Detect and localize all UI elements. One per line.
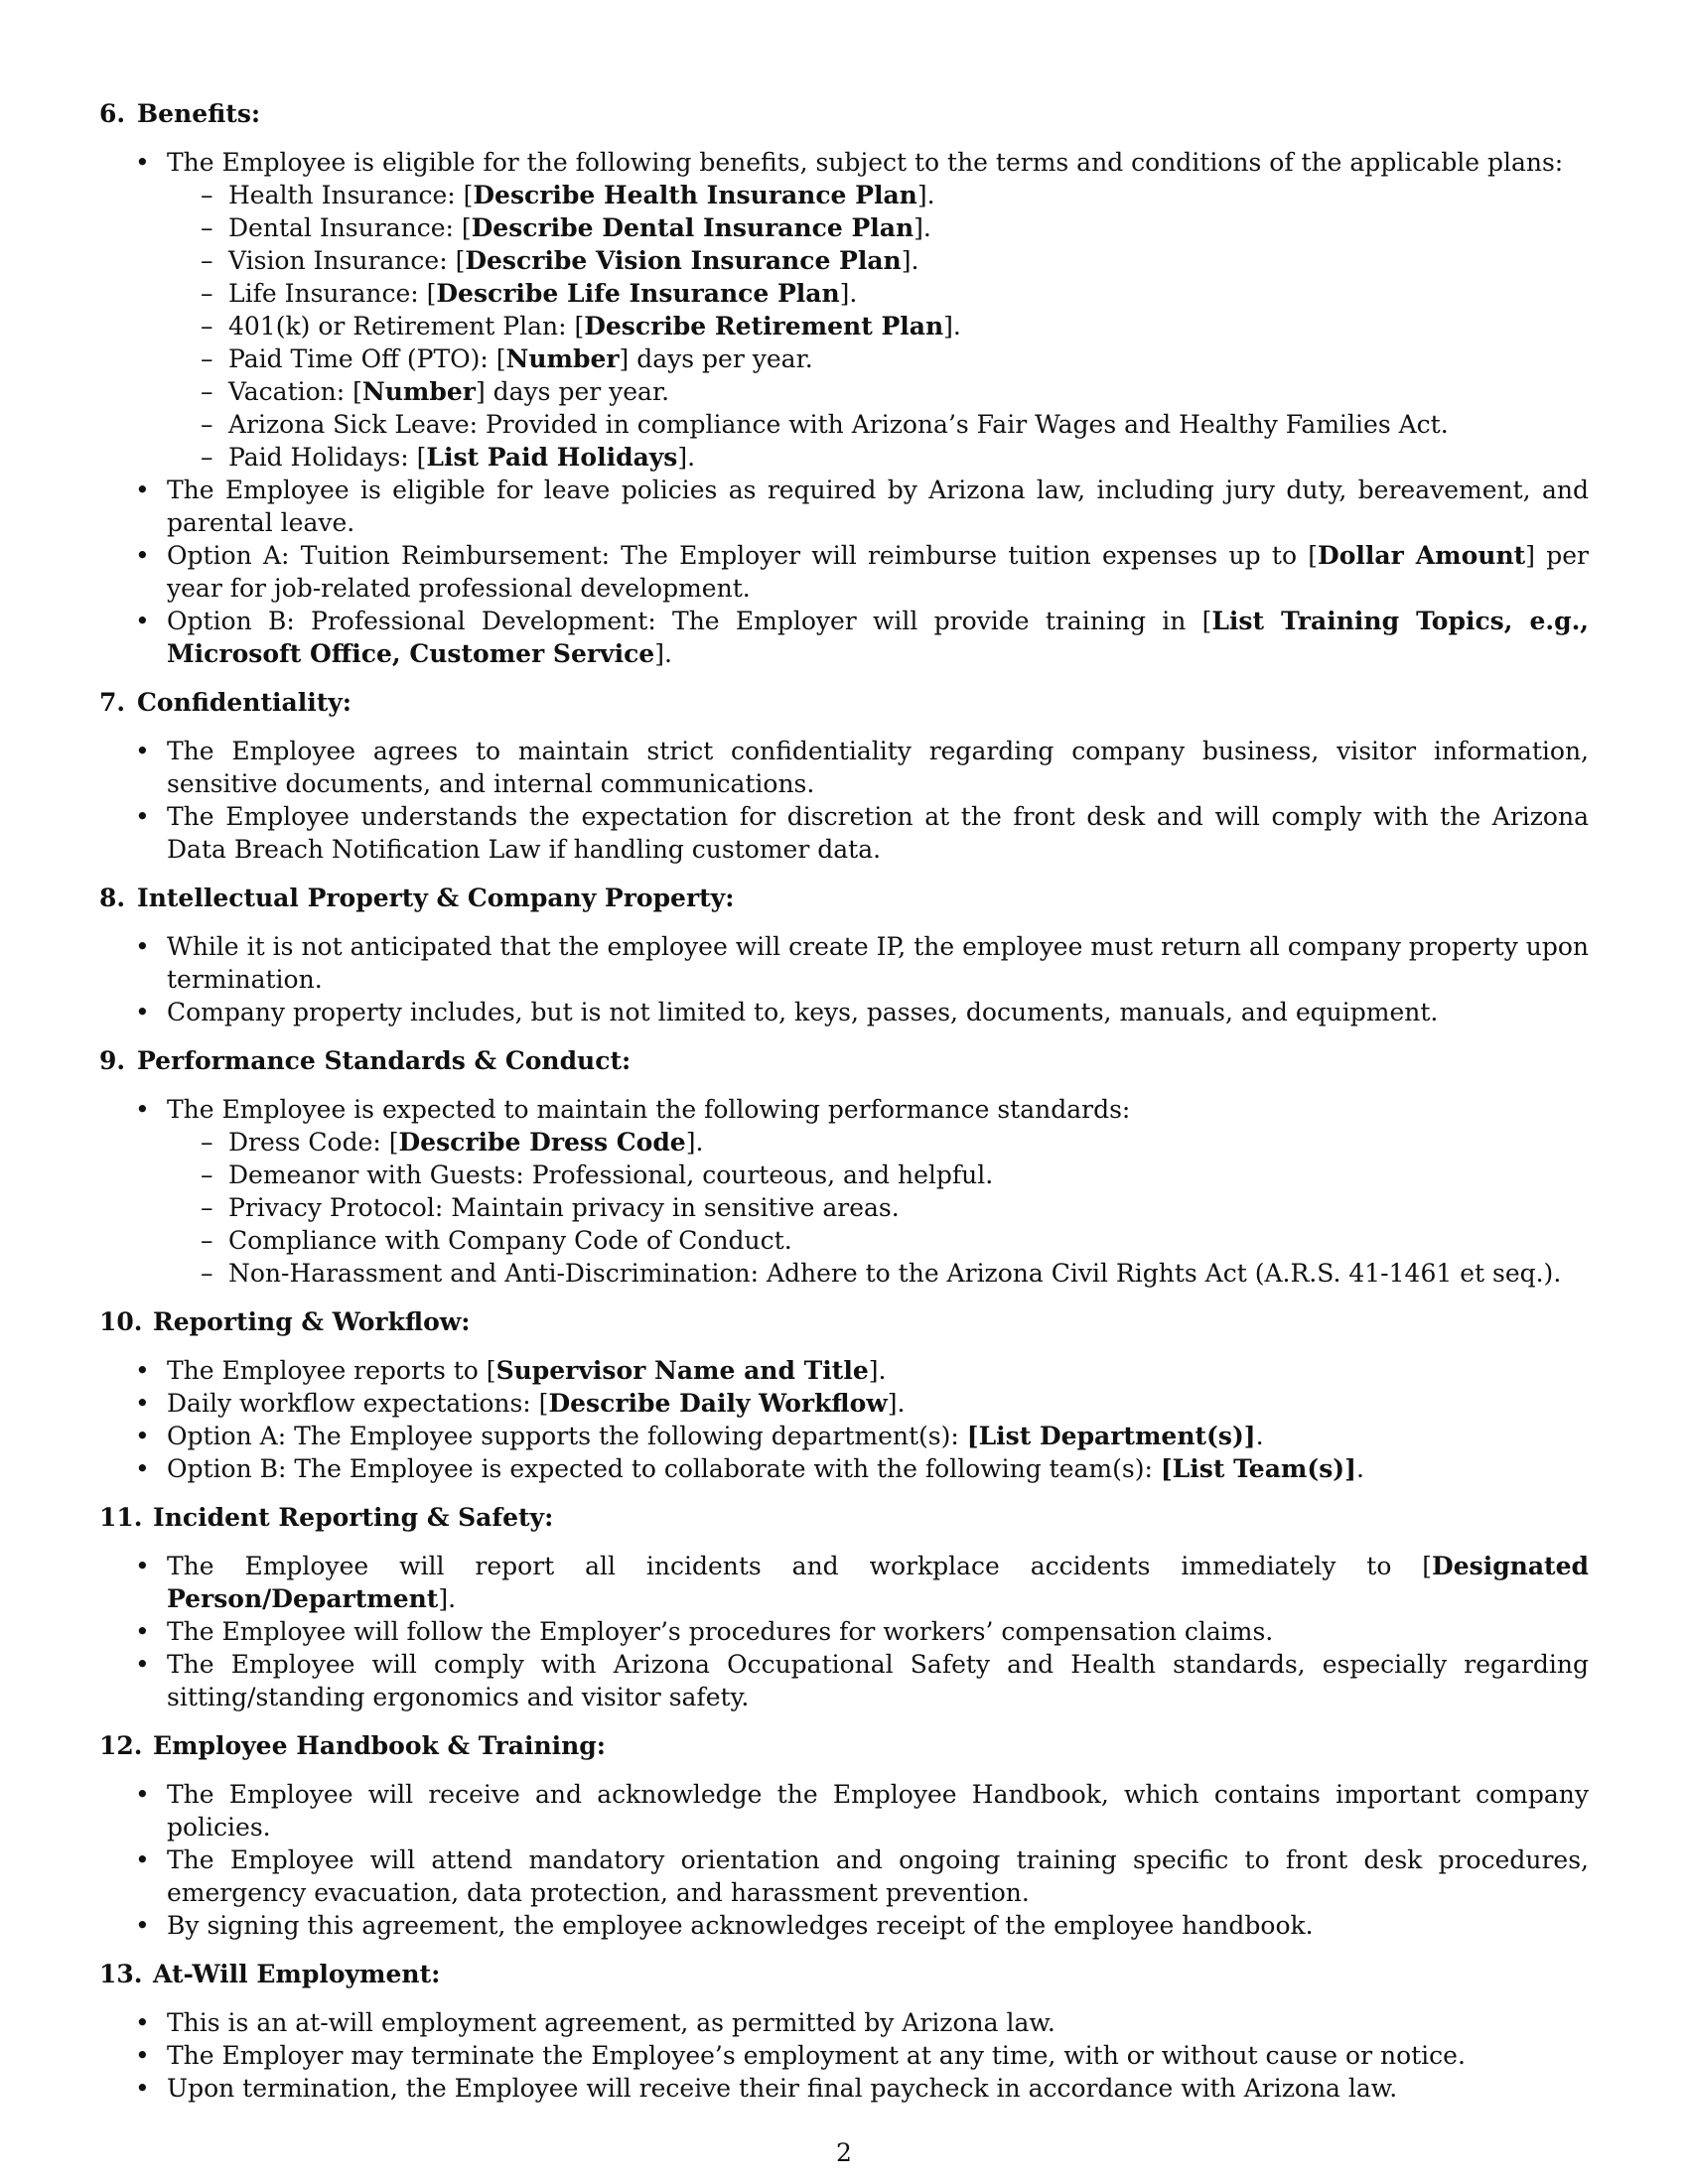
list-item [167,930,1589,996]
section-title: Reporting & Workflow: [153,1307,471,1336]
text-segment: Paid Holidays: [ [228,443,427,472]
sub-list-item [228,342,1589,375]
text-segment: Option B: Professional Development: The Employer will provide training in [ [167,607,1212,635]
text-segment: Dental Insurance: [ [228,213,472,242]
text-segment: The Employee will comply with Arizona Occupational Safety and Health standards, especially regarding sitting/standing ergonomics and visitor safety. [167,1650,1589,1711]
section-heading [99,97,1589,130]
section-number: 11. [99,1503,143,1532]
sub-list-item [228,244,1589,277]
sub-list-item [228,1126,1589,1159]
list-item [167,735,1589,800]
bullet-list [99,1550,1589,1713]
section-title: Incident Reporting & Safety: [153,1503,554,1532]
text-segment: Vision Insurance: [ [228,246,466,275]
placeholder-text: [List Department(s)] [966,1422,1256,1450]
list-item [167,1550,1589,1615]
placeholder-text: Describe Dental Insurance Plan [471,213,914,242]
placeholder-text: Describe Dress Code [398,1128,686,1157]
list-item [167,2039,1589,2072]
section-7 [99,686,1589,866]
section-number: 9. [99,1046,126,1075]
section-number: 10. [99,1307,143,1336]
text-segment: The Employee will follow the Employer’s procedures for workers’ compensation claims. [167,1617,1274,1646]
list-item [167,1648,1589,1713]
text-segment: ]. [887,1389,906,1418]
bullet-list [99,735,1589,866]
list-item [167,146,1589,474]
text-segment: The Employee will receive and acknowledge the Employee Handbook, which contains important company policies. [167,1780,1589,1842]
text-segment: ]. [943,312,961,341]
list-item [167,1909,1589,1942]
document-body [99,97,1589,2120]
text-segment: While it is not anticipated that the employee will create IP, the employee must return all company property upon termination. [167,932,1589,994]
sub-list [167,1126,1589,1290]
text-segment: Vacation: [ [228,377,362,406]
sub-list-item [228,441,1589,474]
list-item [167,605,1589,670]
text-segment: ]. [685,1128,704,1157]
text-segment: ] days per year. [619,344,813,373]
sub-list-item [228,1257,1589,1290]
section-title: Performance Standards & Conduct: [137,1046,632,1075]
text-segment: ]. [839,279,858,308]
section-number: 12. [99,1731,143,1760]
text-segment: Non-Harassment and Anti-Discrimination: Adhere to the Arizona Civil Rights Act (A.R.S. 41-1461 et seq.). [228,1259,1562,1288]
text-segment: Health Insurance: [ [228,181,474,209]
text-segment: The Employee understands the expectation for discretion at the front desk and will comply with the Arizona Data Breach Notification Law if handling customer data. [167,802,1589,864]
placeholder-text: [List Team(s)] [1160,1454,1356,1483]
bullet-list [99,930,1589,1028]
sub-list-item [228,211,1589,244]
section-number: 6. [99,99,126,128]
list-item [167,1354,1589,1387]
text-segment: This is an at-will employment agreement, as permitted by Arizona law. [167,2008,1055,2037]
text-segment: ]. [677,443,696,472]
section-heading [99,1305,1589,1338]
section-13 [99,1958,1589,2105]
list-item [167,2072,1589,2105]
placeholder-text: Describe Vision Insurance Plan [465,246,902,275]
section-number: 13. [99,1960,143,1988]
sub-list-item [228,1159,1589,1191]
bullet-list [99,1354,1589,1485]
text-segment: ] days per year. [475,377,670,406]
text-segment: ] per year for job-related professional development. [167,541,1589,603]
section-heading [99,686,1589,719]
section-title: Confidentiality: [137,688,352,717]
sub-list-item [228,179,1589,211]
placeholder-text: List Training Topics, e.g., Microsoft Office, Customer Service [167,607,1589,668]
placeholder-text: Number [505,344,620,373]
text-segment: The Employer may terminate the Employee’s employment at any time, with or without cause or notice. [167,2041,1466,2070]
sub-list-item [228,1224,1589,1257]
list-item [167,1615,1589,1648]
text-segment: Life Insurance: [ [228,279,437,308]
list-item [167,1420,1589,1452]
text-segment: ]. [868,1356,887,1385]
text-segment: ]. [901,246,919,275]
list-item [167,996,1589,1028]
text-segment: ]. [654,639,672,668]
bullet-list [99,2006,1589,2105]
text-segment: 401(k) or Retirement Plan: [ [228,312,585,341]
list-item [167,1093,1589,1290]
list-item [167,2006,1589,2039]
list-item [167,800,1589,866]
text-segment: By signing this agreement, the employee acknowledges receipt of the employee handbook. [167,1911,1314,1940]
text-segment: . [1255,1422,1264,1450]
placeholder-text: Describe Life Insurance Plan [436,279,840,308]
section-number: 7. [99,688,126,717]
sub-list-item [228,1191,1589,1224]
section-number: 8. [99,884,126,912]
section-6 [99,97,1589,670]
sub-list-item [228,310,1589,342]
text-segment: The Employee is eligible for leave policies as required by Arizona law, including jury duty, bereavement, and parental leave. [167,476,1589,537]
text-segment: Arizona Sick Leave: Provided in compliance with Arizona’s Fair Wages and Healthy Families Act. [228,410,1449,439]
placeholder-text: Describe Health Insurance Plan [473,181,917,209]
placeholder-text: Describe Daily Workflow [548,1389,888,1418]
placeholder-text: Designated Person/Department [167,1552,1589,1613]
section-heading [99,1044,1589,1077]
text-segment: Upon termination, the Employee will receive their final paycheck in accordance with Arizona law. [167,2074,1398,2103]
text-segment: Company property includes, but is not limited to, keys, passes, documents, manuals, and equipment. [167,998,1439,1026]
section-title: Intellectual Property & Company Property: [137,884,735,912]
text-segment: The Employee is eligible for the following benefits, subject to the terms and conditions of the applicable plans: [167,148,1564,177]
text-segment: Option B: The Employee is expected to collaborate with the following team(s): [167,1454,1161,1483]
section-heading [99,1501,1589,1534]
text-segment: Privacy Protocol: Maintain privacy in sensitive areas. [228,1193,900,1222]
text-segment: The Employee agrees to maintain strict confidentiality regarding company business, visitor information, sensitive documents, and internal communications. [167,737,1589,798]
section-heading [99,882,1589,914]
section-10 [99,1305,1589,1485]
section-9 [99,1044,1589,1290]
placeholder-text: Supervisor Name and Title [495,1356,869,1385]
section-heading [99,1958,1589,1990]
sub-list-item [228,375,1589,408]
placeholder-text: Number [361,377,476,406]
section-title: Employee Handbook & Training: [153,1731,607,1760]
list-item [167,539,1589,605]
text-segment: Dress Code: [ [228,1128,399,1157]
sub-list [167,179,1589,474]
placeholder-text: List Paid Holidays [426,443,678,472]
text-segment: ]. [914,213,931,242]
bullet-list [99,146,1589,670]
text-segment: Option A: Tuition Reimbursement: The Employer will reimburse tuition expenses up to [ [167,541,1319,570]
section-11 [99,1501,1589,1713]
text-segment: Daily workflow expectations: [ [167,1389,549,1418]
page-number: 2 [836,2138,852,2167]
text-segment: The Employee will attend mandatory orientation and ongoing training specific to front desk procedures, emergency evacuation, data protection, and harassment prevention. [167,1845,1589,1907]
list-item [167,1778,1589,1843]
section-title: At-Will Employment: [153,1960,441,1988]
text-segment: . [1355,1454,1364,1483]
section-title: Benefits: [137,99,261,128]
text-segment: The Employee will report all incidents and workplace accidents immediately to [ [167,1552,1433,1580]
section-heading [99,1729,1589,1762]
text-segment: ]. [438,1584,457,1613]
text-segment: Compliance with Company Code of Conduct. [228,1226,792,1255]
sub-list-item [228,408,1589,441]
sub-list-item [228,277,1589,310]
text-segment: Option A: The Employee supports the following department(s): [167,1422,967,1450]
bullet-list [99,1093,1589,1290]
list-item [167,1387,1589,1420]
list-item [167,1843,1589,1909]
text-segment: The Employee is expected to maintain the following performance standards: [167,1095,1131,1124]
section-8 [99,882,1589,1028]
text-segment: Paid Time Off (PTO): [ [228,344,506,373]
list-item [167,1452,1589,1485]
section-12 [99,1729,1589,1942]
placeholder-text: Dollar Amount [1318,541,1526,570]
text-segment: The Employee reports to [ [167,1356,496,1385]
bullet-list [99,1778,1589,1942]
placeholder-text: Describe Retirement Plan [584,312,944,341]
text-segment: ]. [916,181,935,209]
list-item [167,474,1589,539]
text-segment: Demeanor with Guests: Professional, courteous, and helpful. [228,1160,994,1189]
